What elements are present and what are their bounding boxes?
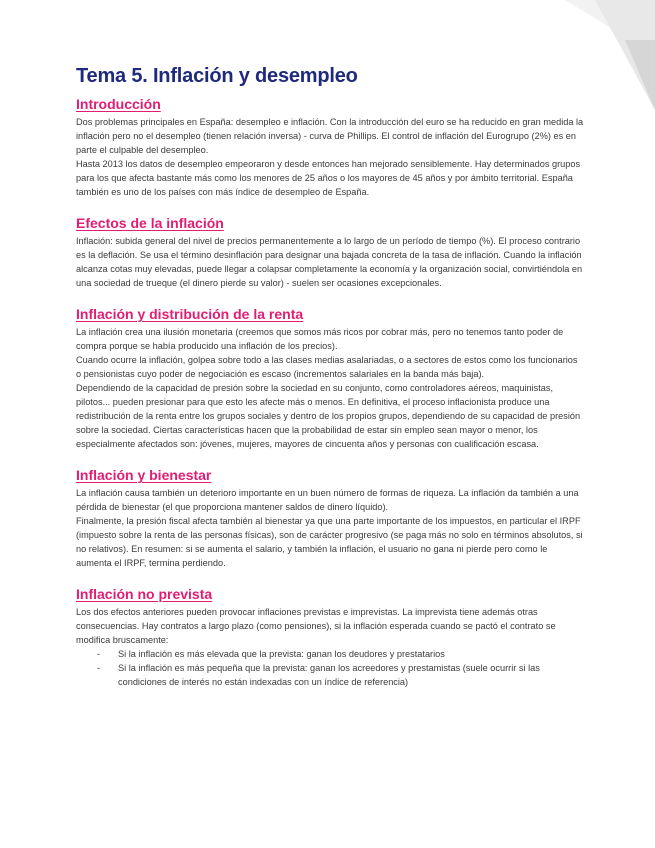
bullet-list bbox=[76, 647, 584, 689]
paragraph: Dependiendo de la capacidad de presión sobre la sociedad en su conjunto, como controladores aéreos, maquinistas, pilotos... pueden presionar para que esto les afecte más o menos. En definitiva, el proceso inflacionista produce una redistribución de la renta entre los grupos sociales y dentro de los propios grupos, dependiendo de su capacidad de presión sobre la sociedad. Ciertas características hacen que la probabilidad de estar sin empleo sean mayor o menor, los especialmente afectados son: jóvenes, mujeres, mayores de cincuenta años y personas con cualificación escasa. bbox=[76, 383, 581, 449]
section-heading: Inflación y distribución de la renta bbox=[76, 306, 304, 322]
section-heading: Efectos de la inflación bbox=[76, 215, 224, 231]
page-title: Tema 5. Inflación y desempleo bbox=[76, 65, 358, 87]
section-bienestar bbox=[76, 467, 584, 570]
paragraph: Dos problemas principales en España: desempleo e inflación. Con la introducción del euro se ha reducido en gran medida la inflación pero no el desempleo (tienen relación inversa) - curva de Phillips. El control de inflación del Eurogrupo (2%) es en parte el culpable del desempleo. bbox=[76, 117, 584, 155]
bullet-marker: - bbox=[97, 663, 101, 673]
section-heading: Introducción bbox=[76, 96, 161, 112]
section-no-prevista bbox=[76, 586, 584, 689]
paragraph: Cuando ocurre la inflación, golpea sobre todo a las clases medias asalariadas, o a sectores de estos como los funcionarios o pensionistas cuyo poder de negociación es escaso (incrementos salariales en la banda más baja). bbox=[76, 355, 578, 379]
list-item bbox=[76, 661, 584, 689]
paragraph: Finalmente, la presión fiscal afecta también al bienestar ya que una parte importante de los impuestos, en particular el IRPF (impuesto sobre la renta de las personas físicas), son de carácter progresivo (se paga más no solo en términos absolutos, si no relativos). En resumen: si se aumenta el salario, y también la inflación, el usuario no gana ni pierde pero como le aumenta el IRPF, termina perdiendo. bbox=[76, 516, 583, 568]
bullet-marker: - bbox=[97, 649, 101, 659]
section-introduccion bbox=[76, 96, 584, 199]
section-heading: Inflación y bienestar bbox=[76, 467, 212, 483]
paragraph: La inflación crea una ilusión monetaria (creemos que somos más ricos por cobrar más, pero no tenemos tanto poder de compra porque se había producido una inflación de los precios). bbox=[76, 327, 564, 351]
document-page bbox=[76, 64, 584, 705]
list-item bbox=[76, 647, 584, 661]
section-distribucion-renta bbox=[76, 306, 584, 451]
section-heading: Inflación no prevista bbox=[76, 586, 213, 602]
paragraph: Inflación: subida general del nivel de precios permanentemente a lo largo de un período de tiempo (%). El proceso contrario es la deflación. Se usa el término desinflación para designar una bajada concreta de la tasa de inflación. Cuando la inflación alcanza cotas muy elevadas, puede llegar a colapsar completamente la economía y la organización social, convirtiéndola en una sociedad de trueque (el dinero pierde su valor) - suelen ser ocasiones excepcionales. bbox=[76, 236, 583, 288]
section-efectos bbox=[76, 215, 584, 290]
paragraph: La inflación causa también un deterioro importante en un buen número de formas de riqueza. La inflación da también a una pérdida de bienestar (el que proporciona mantener saldos de dinero líquido). bbox=[76, 488, 579, 512]
paragraph: Hasta 2013 los datos de desempleo empeoraron y desde entonces han mejorado sensiblemente. Hay determinados grupos para los que afecta bastante más como los menores de 25 años o los mayores de 45 años y por ámbito territorial. España también es uno de los países con más índice de desempleo de España. bbox=[76, 159, 581, 197]
list-item-text: Si la inflación es más pequeña que la prevista: ganan los acreedores y prestamistas (suele ocurrir si las condiciones de interés no están indexadas con un índice de referencia) bbox=[118, 663, 540, 687]
paragraph: Los dos efectos anteriores pueden provocar inflaciones previstas e imprevistas. La imprevista tiene además otras consecuencias. Hay contratos a largo plazo (como pensiones), si la inflación esperada cuando se pactó el contrato se modifica bruscamente: bbox=[76, 607, 556, 645]
list-item-text: Si la inflación es más elevada que la prevista: ganan los deudores y prestatarios bbox=[118, 649, 445, 659]
